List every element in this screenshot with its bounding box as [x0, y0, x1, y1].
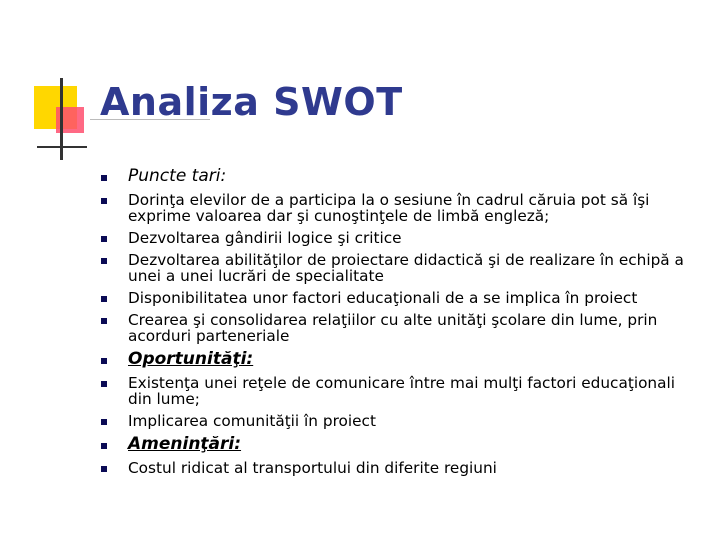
square-bullet-icon [101, 419, 107, 425]
list-item-text: Oportunităţi: [128, 349, 254, 369]
square-bullet-icon [101, 358, 107, 364]
list-item [98, 252, 698, 284]
list-item [98, 460, 698, 476]
list-item-text: Costul ridicat al transportului din diferite regiuni [128, 459, 497, 477]
square-bullet-icon [101, 258, 107, 264]
list-item-text: Crearea şi consolidarea relaţiilor cu alte unităţi şcolare din lume, prin acorduri parteneriale [128, 311, 658, 345]
square-bullet-icon [101, 381, 107, 387]
square-bullet-icon [101, 175, 107, 181]
square-bullet-icon [101, 236, 107, 242]
list-item-text: Dezvoltarea gândirii logice şi critice [128, 229, 402, 247]
square-bullet-icon [101, 466, 107, 472]
list-item [98, 312, 698, 344]
title-ornament-horizontal-line [37, 146, 87, 148]
list-item-text: Disponibilitatea unor factori educaţionali de a se implica în proiect [128, 289, 638, 307]
list-item-text: Existenţa unei reţele de comunicare între mai mulţi factori educaţionali din lume; [128, 374, 676, 408]
list-item-text: Dorinţa elevilor de a participa la o sesiune în cadrul căruia pot să îşi exprime valoarea dar şi cunoştinţele de limbă engleză; [128, 191, 650, 225]
square-bullet-icon [101, 443, 107, 449]
list-item [98, 192, 698, 224]
list-item [98, 375, 698, 407]
list-item [98, 290, 698, 306]
bullet-list [98, 165, 698, 482]
list-item-text: Puncte tari: [128, 166, 227, 186]
list-item-heading [98, 350, 698, 368]
list-item-text: Ameninţări: [128, 434, 242, 454]
list-item [98, 230, 698, 246]
square-bullet-icon [101, 296, 107, 302]
list-item-heading [98, 167, 698, 185]
list-item-heading [98, 435, 698, 453]
square-bullet-icon [101, 198, 107, 204]
square-bullet-icon [101, 318, 107, 324]
list-item-text: Dezvoltarea abilităţilor de proiectare didactică şi de realizare în echipă a unei a unei lucrări de specialitate [128, 251, 684, 285]
slide-title: Analiza SWOT [100, 80, 403, 124]
list-item [98, 413, 698, 429]
list-item-text: Implicarea comunităţii în proiect [128, 412, 376, 430]
